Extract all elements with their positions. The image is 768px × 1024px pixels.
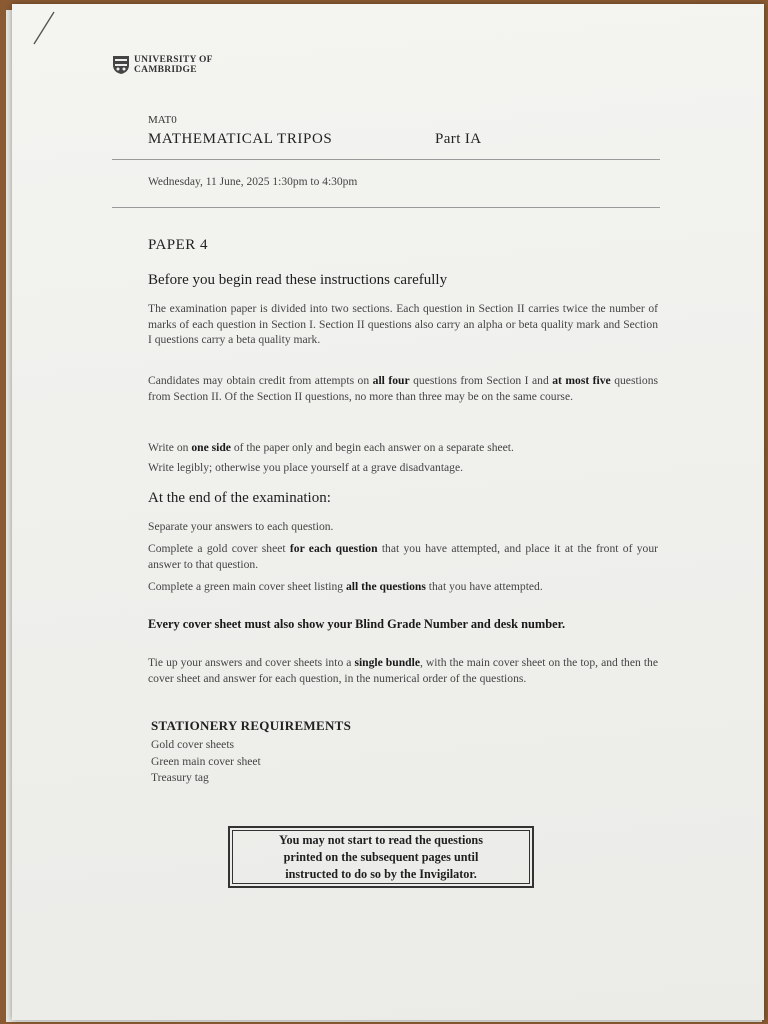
end-para-3: Complete a green main cover sheet listing all the questions that you have attempted. [148,580,543,593]
stationery-item: Treasury tag [151,771,209,784]
stationery-title: STATIONERY REQUIREMENTS [151,718,352,733]
instructions-para-1: The examination paper is divided into two sections. Each question in Section II carries twice the number of marks of each question in Section I. Section II questions also carry an alpha or beta quality mark and Section I questions carry a beta quality mark. [148,302,658,346]
exam-part: Part IA [435,131,482,147]
notice-line: You may not start to read the questions [279,832,483,847]
invigilator-notice-box [228,826,534,888]
end-of-exam-heading: At the end of the examination: [148,490,331,506]
header-rule-top [112,159,660,160]
stationery-item: Gold cover sheets [151,738,235,751]
university-logo [112,55,213,75]
notice-line: printed on the subsequent pages until [283,849,479,864]
cambridge-crest-icon [112,55,130,75]
exam-date-time: Wednesday, 11 June, 2025 1:30pm to 4:30pm [148,176,358,188]
stationery-item: Green main cover sheet [151,754,261,768]
instructions-para-2: Candidates may obtain credit from attempts on all four questions from Section I and at most five questions from Section II. Of the Section II questions, no more than three may be on the same course. [148,374,659,403]
university-name-line2: CAMBRIDGE [134,65,197,75]
stationery-list [151,737,261,787]
exam-title: MATHEMATICAL TRIPOS [148,131,333,147]
pen-mark [30,8,60,48]
paper-code: MAT0 [148,114,177,126]
paper-number: PAPER 4 [148,237,209,253]
instructions-para-3: Write on one side of the paper only and begin each answer on a separate sheet. [148,441,514,454]
university-name-line1: UNIVERSITY OF [134,55,213,65]
end-para-1: Separate your answers to each question. [148,520,334,533]
end-para-5: Tie up your answers and cover sheets into a single bundle, with the main cover sheet on the top, and then the cover sheet and answer for each question, in the numerical order of the questions. [148,656,658,685]
instructions-heading: Before you begin read these instructions carefully [148,272,448,288]
header-rule-bottom [112,207,660,208]
end-para-2: Complete a gold cover sheet for each question that you have attempted, and place it at the front of your answer to that question. [148,542,658,571]
instructions-para-4: Write legibly; otherwise you place yourself at a grave disadvantage. [148,461,464,474]
notice-line: instructed to do so by the Invigilator. [285,866,477,881]
end-para-4: Every cover sheet must also show your Blind Grade Number and desk number. [148,617,566,631]
